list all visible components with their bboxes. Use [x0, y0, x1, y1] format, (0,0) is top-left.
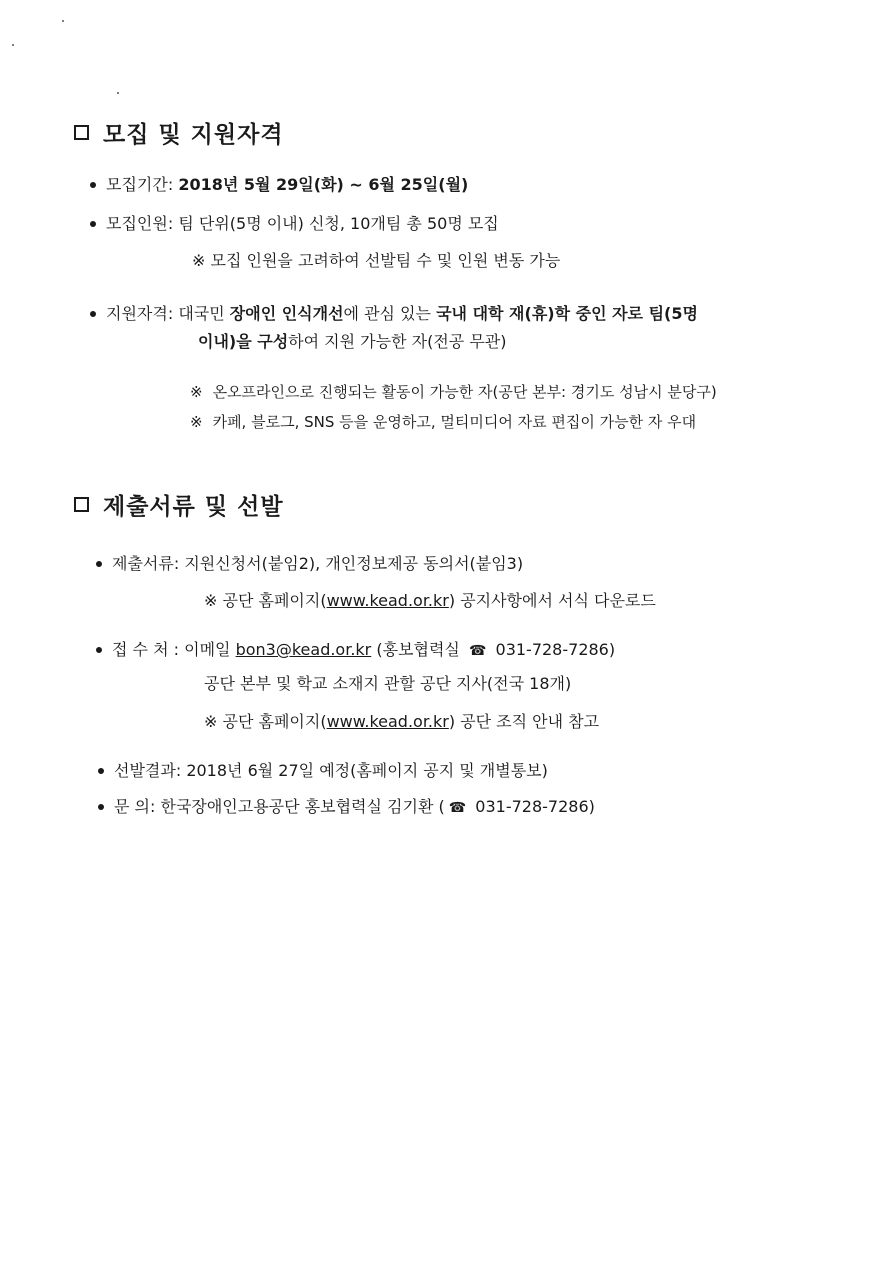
homepage-link[interactable]: www.kead.or.kr	[326, 712, 449, 731]
bullet-icon	[96, 647, 102, 653]
checkbox-square-icon	[74, 497, 89, 512]
reception-line2: 공단 본부 및 학교 소재지 관할 공단 지사(전국 18개)	[204, 674, 572, 693]
bullet-icon	[96, 561, 102, 567]
bullet-icon	[98, 768, 104, 774]
documents-line: 제출서류: 지원신청서(붙임2), 개인정보제공 동의서(붙임3)	[96, 553, 523, 575]
bullet-icon	[90, 221, 96, 227]
qualification-note-1: ※ 온오프라인으로 진행되는 활동이 가능한 자(공단 본부: 경기도 성남시 분당구)	[190, 383, 717, 401]
homepage-link[interactable]: www.kead.or.kr	[326, 591, 449, 610]
documents-note: ※ 공단 홈페이지(www.kead.or.kr) 공지사항에서 서식 다운로드	[204, 591, 656, 610]
phone-icon: ☎	[448, 800, 467, 816]
result-line: 선발결과: 2018년 6월 27일 예정(홈페이지 공지 및 개별통보)	[98, 760, 548, 782]
reception-note: ※ 공단 홈페이지(www.kead.or.kr) 공단 조직 안내 참고	[204, 712, 600, 731]
email-link[interactable]: bon3@kead.or.kr	[235, 640, 372, 659]
phone-icon: ☎	[468, 643, 487, 659]
recruit-period: 모집기간: 2018년 5월 29일(화) ~ 6월 25일(월)	[90, 174, 468, 196]
qualification-note-2: ※ 카페, 블로그, SNS 등을 운영하고, 멀티미디어 자료 편집이 가능한 자 우대	[190, 413, 697, 431]
qualification-line1: 지원자격: 대국민 장애인 인식개선에 관심 있는 국내 대학 재(휴)학 중인 자로 팀(5명	[90, 303, 698, 325]
qualification-line2: 이내)을 구성하여 지원 가능한 자(전공 무관)	[198, 332, 507, 351]
scan-speck	[62, 20, 64, 22]
bullet-icon	[98, 804, 104, 810]
inquiry-line: 문 의: 한국장애인고용공단 홍보협력실 김기환 ( ☎ 031-728-7286)	[98, 796, 595, 819]
reception-line1: 접 수 처 : 이메일 bon3@kead.or.kr (홍보협력실 ☎ 031-728-7286)	[96, 639, 615, 662]
personnel-note: ※ 모집 인원을 고려하여 선발팀 수 및 인원 변동 가능	[192, 251, 561, 270]
checkbox-square-icon	[74, 125, 89, 140]
scan-speck	[117, 92, 119, 94]
section-heading-documents: 제출서류 및 선발	[74, 488, 284, 521]
section-heading-recruitment: 모집 및 지원자격	[74, 116, 284, 149]
recruit-personnel: 모집인원: 팀 단위(5명 이내) 신청, 10개팀 총 50명 모집	[90, 213, 499, 235]
bullet-icon	[90, 182, 96, 188]
bullet-icon	[90, 311, 96, 317]
scan-speck	[12, 44, 14, 46]
